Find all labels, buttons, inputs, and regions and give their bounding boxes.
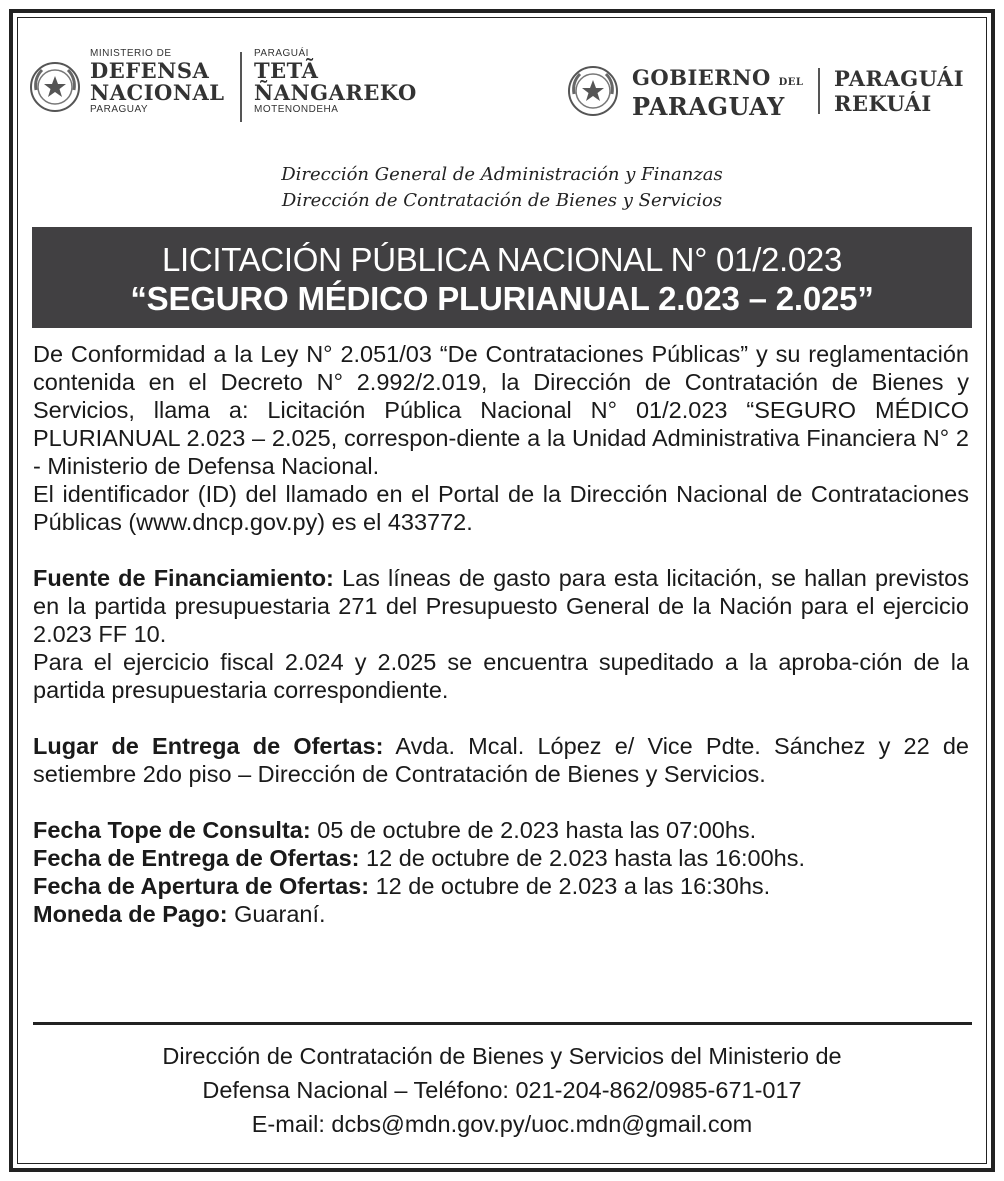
contact-footer [0,1039,1004,1141]
guarani-small-bottom: MOTENONDEHA [254,104,339,115]
footer-line1: Dirección de Contratación de Bienes y Servicios del Ministerio de [162,1043,842,1069]
submission-label: Fecha de Entrega de Ofertas: [33,845,360,871]
submission-text: 12 de octubre de 2.023 hasta las 16:00hs. [359,845,806,871]
delivery-place-label: Lugar de Entrega de Ofertas: [33,733,384,759]
guarani-line2: ÑANGAREKO [254,80,417,105]
government-del: DEL [778,77,804,88]
directorate-line1: Dirección General de Administración y Finanzas [281,164,723,185]
opening-date [33,872,969,900]
footer-divider [33,1022,972,1025]
tender-number: LICITACIÓN PÚBLICA NACIONAL N° 01/2.023 [161,241,843,278]
delivery-place-text: Avda. Mcal. López e/ Vice Pdte. Sánchez y 22 de setiembre 2do piso – Dirección de Contratación de Bienes y Servicios. [33,733,969,787]
opening-label: Fecha de Apertura de Ofertas: [33,873,370,899]
fiscal-paragraph: Para el ejercicio fiscal 2.024 y 2.025 se encuentra supeditado a la aproba-ción de la partida presupuestaria correspondiente. [33,649,969,703]
guarani-line1: TETÃ [254,58,319,83]
funding-label: Fuente de Financiamiento: [33,565,334,591]
government-name [632,66,803,120]
consultation-label: Fecha Tope de Consulta: [33,817,311,843]
national-seal-icon [566,64,620,118]
logo-divider [240,52,242,122]
footer-line2: Defensa Nacional – Teléfono: 021-204-862/0985-671-017 [202,1077,802,1103]
tender-title: “SEGURO MÉDICO PLURIANUAL 2.023 – 2.025” [130,280,874,317]
guarani-gov-line1: PARAGUÁI [834,66,965,91]
government-name-guarani [834,66,964,116]
id-paragraph: El identificador (ID) del llamado en el Portal de la Dirección Nacional de Contrataciones Públicas (www.dncp.gov.py) es el 433772. [33,481,969,535]
government-logo [566,62,976,122]
guarani-small-top: PARAGUÁI [254,48,309,59]
ministry-small-bottom: PARAGUAY [90,104,149,115]
ministry-line1: DEFENSA [90,58,210,83]
currency-label: Moneda de Pago: [33,901,228,927]
funding-text: Las líneas de gasto para esta licitación, se hallan previstos en la partida presupuestaria 271 del Presupuesto General de la Nación para el ejercicio 2.023 FF 10. [33,565,969,647]
national-seal-icon [28,60,82,114]
footer-email: E-mail: dcbs@mdn.gov.py/uoc.mdn@gmail.com [251,1111,753,1137]
logo-divider [818,68,820,114]
consultation-deadline [33,816,969,844]
submission-date [33,844,969,872]
payment-currency [33,900,969,928]
ministry-small-top: MINISTERIO DE [90,48,172,59]
intro-paragraph: De Conformidad a la Ley N° 2.051/03 “De Contrataciones Públicas” y su reglamentación contenida en el Decreto N° 2.992/2.019, la Dirección de Contratación de Bienes y Servicios, llama a: Licitación Pública Nacional N° 01/2.023 “SEGURO MÉDICO PLURIANUAL 2.023 – 2.025, correspon-diente a la Unidad Administrativa Financiera N° 2 - Ministerio de Defensa Nacional. [33,341,969,479]
title-banner [32,227,972,328]
delivery-place-paragraph [33,732,969,788]
currency-text: Guaraní. [227,901,326,927]
guarani-gov-line2: REKUÁI [834,91,932,116]
ministry-line2: NACIONAL [90,80,225,105]
opening-text: 12 de octubre de 2.023 a las 16:30hs. [369,873,771,899]
ministry-logo [28,48,428,128]
notice-body [33,340,969,928]
government-line1: GOBIERNO [632,65,771,90]
consultation-text: 05 de octubre de 2.023 hasta las 07:00hs. [310,817,757,843]
funding-paragraph [33,564,969,648]
issuing-directorates [0,162,1004,214]
ministry-name [90,48,240,116]
ministry-name-guarani [254,48,434,116]
directorate-line2: Dirección de Contratación de Bienes y Servicios [281,190,723,211]
government-line2: PARAGUAY [632,92,785,121]
